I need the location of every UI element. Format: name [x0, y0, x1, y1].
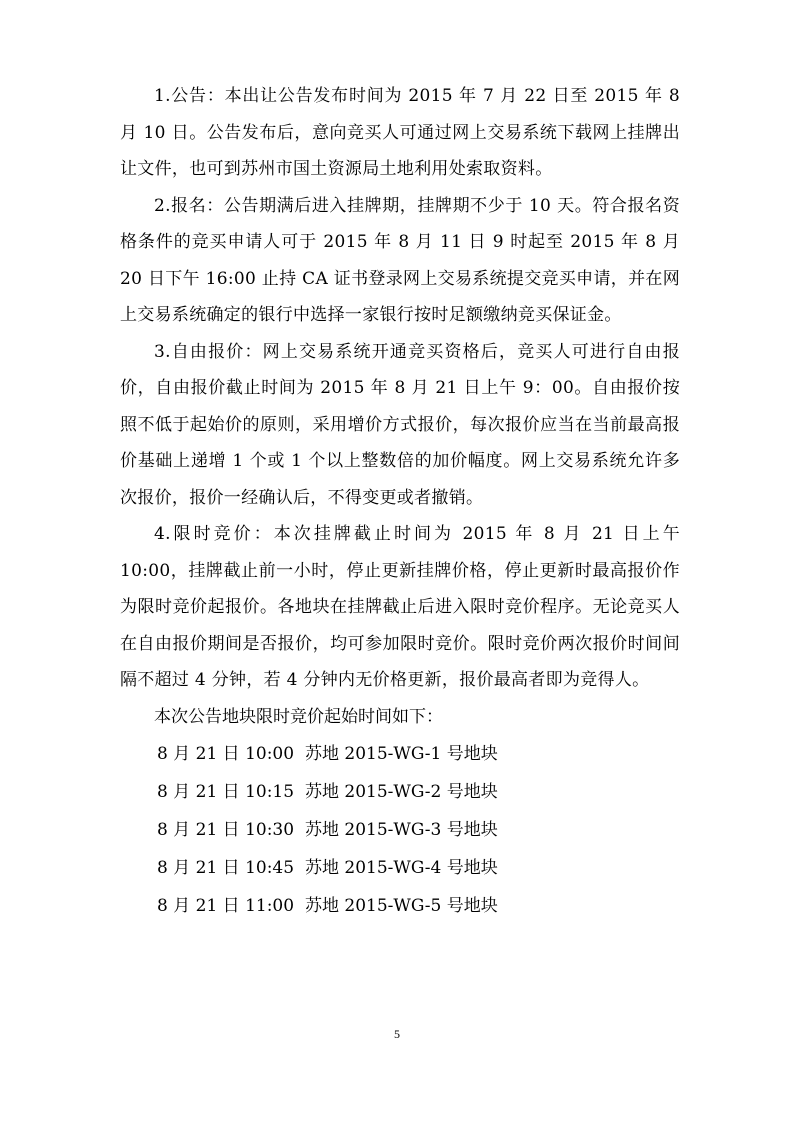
paragraph-timed-bidding: 4.限时竞价：本次挂牌截止时间为 2015 年 8 月 21 日上午 10:00，挂牌截止前一小时，停止更新挂牌价格，停止更新时最高报价作为限时竞价起报价。各地块在挂牌截止后进入限时竞价程序。无论竞买人在自由报价期间是否报价，均可参加限时竞价。限时竞价两次报价时间间隔不超过 4 分钟，若 4 分钟内无价格更新，报价最高者即为竞得人。: [120, 524, 680, 690]
schedule-parcel: 苏地 2015-WG-5 号地块: [305, 896, 498, 916]
schedule-row: [120, 887, 680, 925]
schedule-row: [120, 735, 680, 773]
schedule-time: 8 月 21 日 11:00: [157, 896, 295, 916]
paragraph-announcement: 1.公告：本出让公告发布时间为 2015 年 7 月 22 日至 2015 年 8 月 10 日。公告发布后，意向竞买人可通过网上交易系统下载网上挂牌出让文件，也可到苏州市国土资源局土地利用处索取资料。: [120, 86, 680, 179]
paragraph-free-bidding: 3.自由报价：网上交易系统开通竞买资格后，竞买人可进行自由报价，自由报价截止时间为 2015 年 8 月 21 日上午 9：00。自由报价按照不低于起始价的原则，采用增价方式报价，每次报价应当在当前最高报价基础上递增 1 个或 1 个以上整数倍的加价幅度。网上交易系统允许多次报价，报价一经确认后，不得变更或者撤销。: [120, 341, 680, 508]
schedule-time: 8 月 21 日 10:00: [157, 744, 295, 764]
schedule-intro: 本次公告地块限时竞价起始时间如下：: [154, 706, 443, 727]
paragraph-registration: 2.报名：公告期满后进入挂牌期，挂牌期不少于 10 天。符合报名资格条件的竞买申请人可于 2015 年 8 月 11 日 9 时起至 2015 年 8 月 20 日下午 16:00 止持 CA 证书登录网上交易系统提交竞买申请，并在网上交易系统确定的银行中选择一家银行按时足额缴纳竞买保证金。: [120, 195, 680, 325]
schedule-time: 8 月 21 日 10:30: [157, 820, 295, 840]
schedule-parcel: 苏地 2015-WG-3 号地块: [305, 820, 498, 840]
schedule-row: [120, 773, 680, 811]
page-number: 5: [394, 1027, 400, 1041]
schedule-time: 8 月 21 日 10:45: [157, 858, 295, 878]
schedule-parcel: 苏地 2015-WG-1 号地块: [305, 744, 498, 764]
schedule-list: [120, 735, 680, 925]
schedule-parcel: 苏地 2015-WG-4 号地块: [305, 858, 498, 878]
page-content: [120, 78, 680, 925]
schedule-time: 8 月 21 日 10:15: [157, 782, 295, 802]
schedule-row: [120, 811, 680, 849]
schedule-row: [120, 849, 680, 887]
schedule-parcel: 苏地 2015-WG-2 号地块: [305, 782, 498, 802]
